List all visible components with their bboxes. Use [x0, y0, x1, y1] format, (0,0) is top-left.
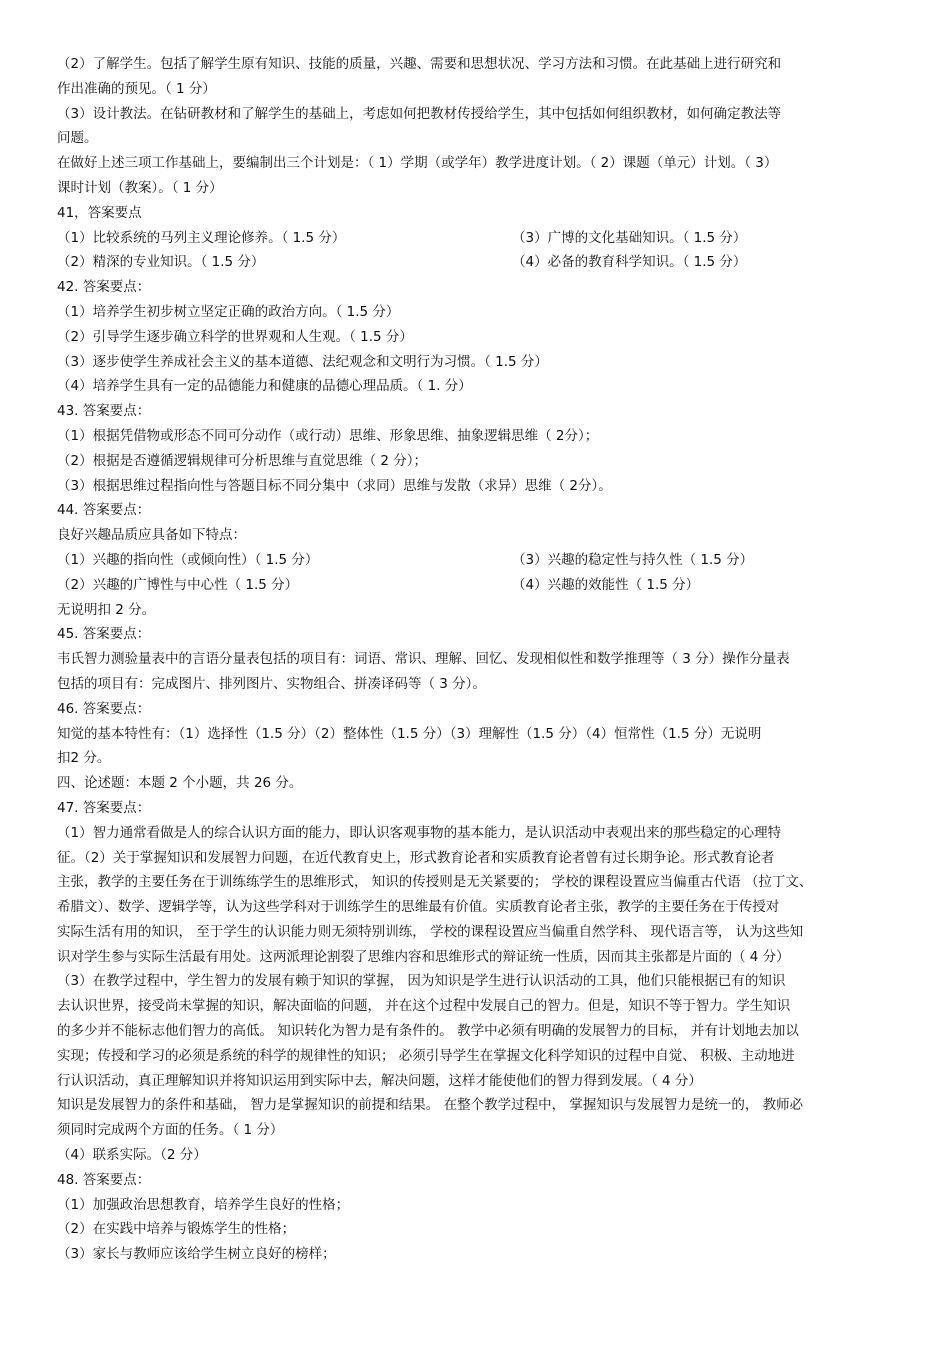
text-line: 43. 答案要点： — [57, 403, 151, 420]
text-line: 41，答案要点 — [57, 204, 142, 221]
answer-point: （3）兴趣的稳定性与持久性（ 1.5 分） — [512, 551, 754, 568]
text-line: 无说明扣 2 分。 — [57, 601, 156, 618]
text-line: （3）在教学过程中，学生智力的发展有赖于知识的掌握， 因为知识是学生进行认识活动的工具，他们只能根据已有的知识 — [57, 973, 786, 990]
text-line: （3）逐步使学生养成社会主义的基本道德、法纪观念和文明行为习惯。（ 1.5 分） — [57, 353, 548, 370]
text-line: （2）在实践中培养与锻炼学生的性格； — [57, 1221, 296, 1238]
text-line: （2）根据是否遵循逻辑规律可分析思维与直觉思维（ 2 分）； — [57, 452, 428, 469]
text-line: 扣2 分。 — [57, 750, 111, 767]
text-line: （2）引导学生逐步确立科学的世界观和人生观。（ 1.5 分） — [57, 328, 413, 345]
text-line: 问题。 — [57, 130, 98, 147]
text-line: （3）家长与教师应该给学生树立良好的榜样； — [57, 1246, 336, 1263]
answer-point: （2）兴趣的广博性与中心性（ 1.5 分） — [57, 576, 299, 593]
text-line: 的多少并不能标志他们智力的高低。 知识转化为智力是有条件的。 教学中必须有明确的发展智力的目标， 并有计划地去加以 — [57, 1023, 799, 1040]
text-line: （3）设计教法。在钻研教材和了解学生的基础上，考虑如何把教材传授给学生，其中包括如何组织教材，如何确定教法等 — [57, 105, 782, 122]
document-page — [57, 52, 897, 1267]
text-line: （3）根据思维过程指向性与答题目标不同分集中（求同）思维与发散（求异）思维（ 2分）。 — [57, 477, 612, 494]
text-line: 作出准确的预见。（ 1 分） — [57, 80, 216, 97]
answer-point: （1）比较系统的马列主义理论修养。（ 1.5 分） — [57, 229, 346, 246]
text-line: （1）加强政治思想教育，培养学生良好的性格； — [57, 1196, 350, 1213]
text-line: 韦氏智力测验量表中的言语分量表包括的项目有：词语、常识、理解、回忆、发现相似性和数学推理等（ 3 分）操作分量表 — [57, 651, 790, 668]
text-line: 45. 答案要点： — [57, 626, 151, 643]
answer-point: （4）必备的教育科学知识。（ 1.5 分） — [512, 254, 747, 271]
text-line: 课时计划（教案）。（ 1 分） — [57, 179, 223, 196]
answer-point: （2）精深的专业知识。（ 1.5 分） — [57, 254, 265, 271]
text-line: 实现；传授和学习的必须是系统的科学的规律性的知识； 必须引导学生在掌握文化科学知识的过程中自觉、 积极、主动地进 — [57, 1047, 795, 1064]
text-line: （4）培养学生具有一定的品德能力和健康的品德心理品质。（ 1. 分） — [57, 378, 472, 395]
text-line: （1）培养学生初步树立坚定正确的政治方向。（ 1.5 分） — [57, 303, 400, 320]
two-column-row — [57, 250, 897, 275]
text-line: 在做好上述三项工作基础上，要编制出三个计划是：（ 1）学期（或学年）教学进度计划。（ 2）课题（单元）计划。（ 3） — [57, 155, 778, 172]
text-line: 征。（2）关于掌握知识和发展智力问题，在近代教育史上，形式教育论者和实质教育论者曾有过长期争论。形式教育论者 — [57, 849, 775, 866]
text-line: 知觉的基本特性有：（1）选择性（1.5 分）（2）整体性（1.5 分）（3）理解性（1.5 分）（4）恒常性（1.5 分）无说明 — [57, 725, 762, 742]
text-line: 44. 答案要点： — [57, 502, 151, 519]
text-line: （1）智力通常看做是人的综合认识方面的能力，即认识客观事物的基本能力，是认识活动中表观出来的那些稳定的心理特 — [57, 824, 782, 841]
text-line: 希腊文）、数学、逻辑学等，认为这些学科对于训练学生的思维最有价值。实质教育论者主张，教学的主要任务在于传授对 — [57, 899, 780, 916]
answer-point: （1）兴趣的指向性（或倾向性）（ 1.5 分） — [57, 551, 319, 568]
text-line: 知识是发展智力的条件和基础， 智力是掌握知识的前提和结果。 在整个教学过程中， 掌握知识与发展智力是统一的， 教师必 — [57, 1097, 804, 1114]
text-line: （2）了解学生。包括了解学生原有知识、技能的质量，兴趣、需要和思想状况、学习方法和习惯。在此基础上进行研究和 — [57, 56, 782, 72]
text-line: 须同时完成两个方面的任务。（ 1 分） — [57, 1122, 284, 1139]
text-line: 行认识活动，真正理解知识并将知识运用到实际中去，解决问题，这样才能使他们的智力得到发展。（ 4 分） — [57, 1072, 702, 1089]
text-line: 四、论述题：本题 2 个小题，共 26 分。 — [57, 775, 303, 792]
text-line: 去认识世界，接受尚未掌握的知识，解决面临的问题， 并在这个过程中发展自己的智力。但是，知识不等于智力。学生知识 — [57, 998, 791, 1015]
text-line: 识对学生参与实际生活最有用处。这两派理论割裂了思维内容和思维形式的辩证统一性质，因而其主张都是片面的（ 4 分） — [57, 948, 790, 965]
text-line: 46. 答案要点： — [57, 700, 151, 717]
two-column-row — [57, 226, 897, 251]
answer-point: （3）广博的文化基础知识。（ 1.5 分） — [512, 229, 747, 246]
two-column-row — [57, 573, 897, 598]
text-line: 42. 答案要点： — [57, 279, 151, 296]
text-line: 包括的项目有：完成图片、排列图片、实物组合、拼凑译码等（ 3 分）。 — [57, 675, 486, 692]
text-line: 48. 答案要点： — [57, 1171, 151, 1188]
two-column-row — [57, 548, 897, 573]
answer-point: （4）兴趣的效能性（ 1.5 分） — [512, 576, 700, 593]
text-line: 47. 答案要点： — [57, 799, 151, 816]
text-line: 良好兴趣品质应具备如下特点： — [57, 527, 246, 544]
text-line: 实际生活有用的知识， 至于学生的认识能力则无须特别训练， 学校的课程设置应当偏重自然学科、 现代语言等， 认为这些知 — [57, 923, 804, 940]
text-line: 主张，教学的主要任务在于训练练学生的思维形式， 知识的传授则是无关紧要的； 学校的课程设置应当偏重古代语 （拉丁文、 — [57, 874, 813, 891]
text-line: （1）根据凭借物或形态不同可分动作（或行动）思维、形象思维、抽象逻辑思维（ 2分）； — [57, 427, 599, 444]
text-line: （4）联系实际。（2 分） — [57, 1147, 207, 1164]
